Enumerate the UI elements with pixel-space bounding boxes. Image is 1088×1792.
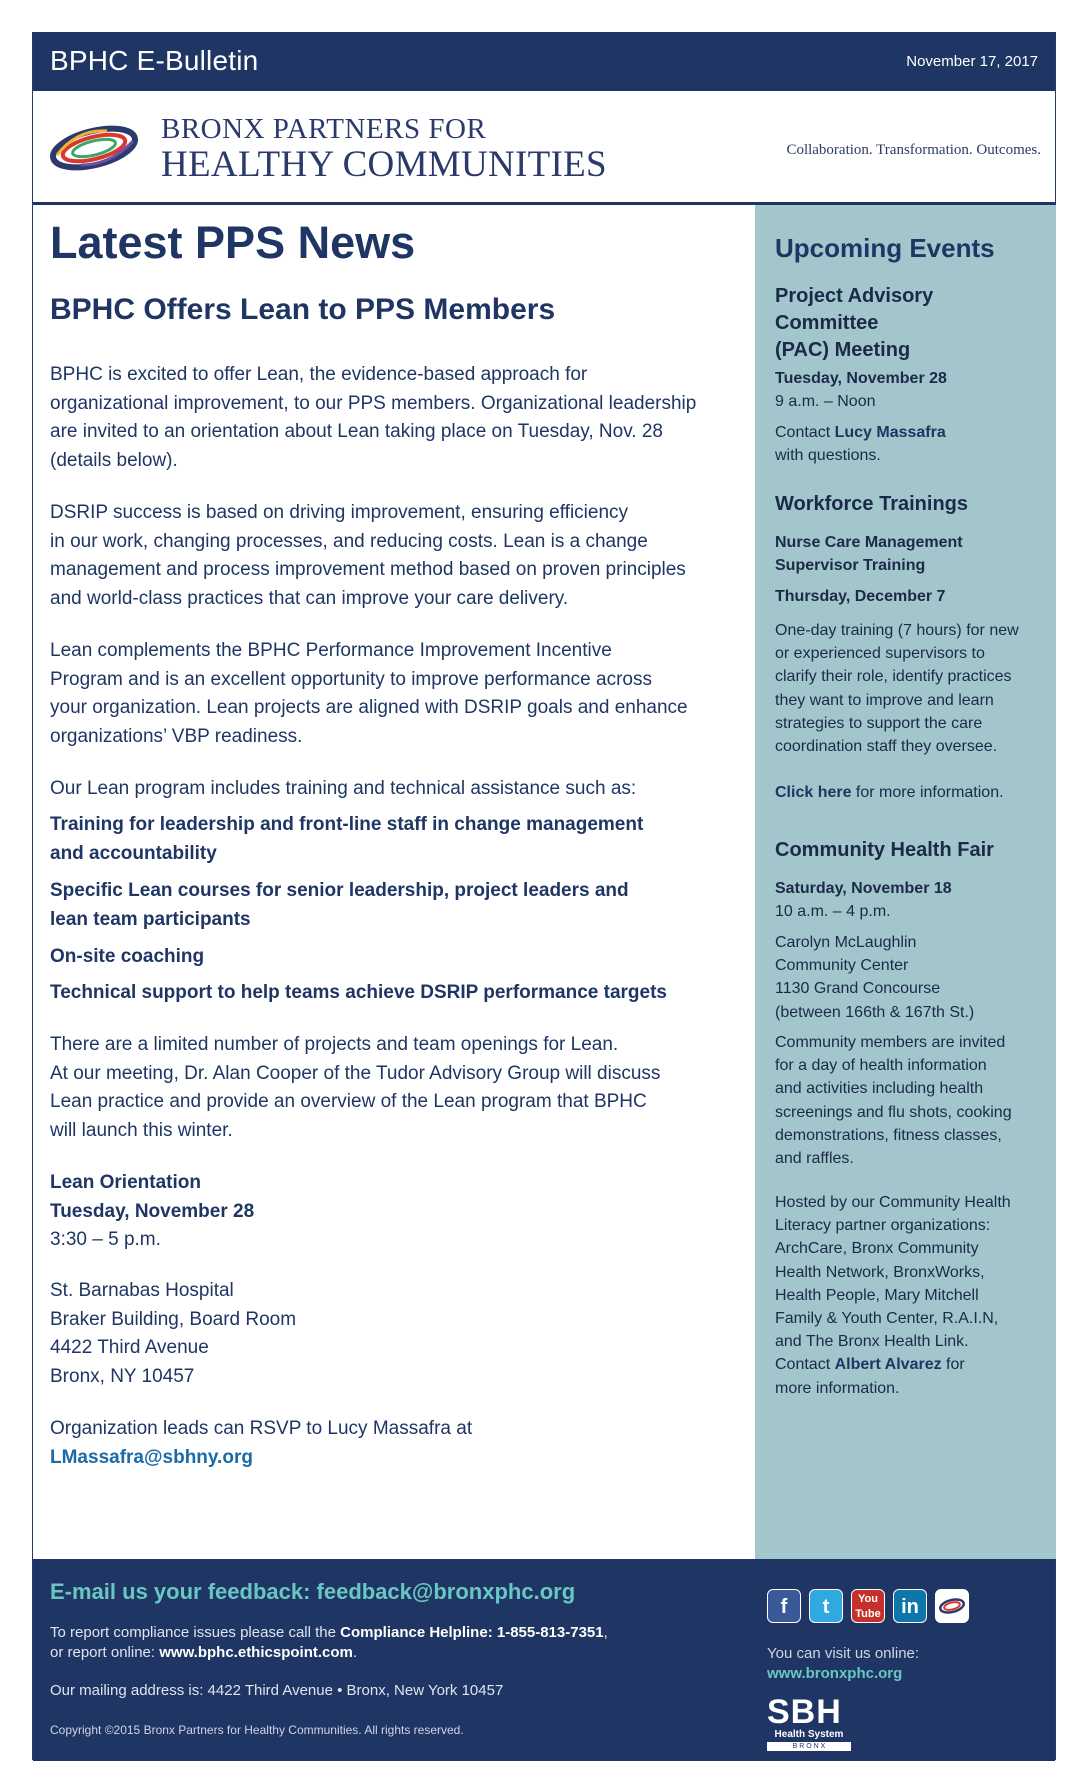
- text-line: Health Network, BronxWorks,: [775, 1263, 985, 1281]
- text-line: Supervisor Training: [775, 557, 926, 575]
- brand-name-line2: HEALTHY COMMUNITIES: [161, 144, 607, 185]
- text: To report compliance issues please call the: [50, 1624, 341, 1641]
- text-line: Lean complements the BPHC Performance Improvement Incentive: [50, 640, 612, 661]
- bphc-logo-small-icon: [936, 1590, 968, 1622]
- pac-title: [775, 283, 1045, 364]
- lucy-massafra-link[interactable]: Lucy Massafra: [834, 424, 946, 441]
- rsvp-text: Organization leads can RSVP to Lucy Massafra at: [50, 1418, 473, 1439]
- text-line: organizations’ VBP readiness.: [50, 725, 303, 747]
- text-line: screenings and flu shots, cooking: [775, 1103, 1012, 1121]
- header-bar: [33, 33, 1055, 91]
- brand-banner: [33, 91, 1055, 205]
- text-line: (details below).: [50, 449, 178, 471]
- text-line: Community members are invited: [775, 1034, 1006, 1051]
- text-line: and activities including health: [775, 1080, 984, 1098]
- brand-tagline: Collaboration. Transformation. Outcomes.: [786, 142, 1041, 158]
- text-line: and accountability: [50, 842, 217, 864]
- text-line: 1130 Grand Concourse: [775, 980, 941, 998]
- sbh-logo-location: B R O N X: [767, 1742, 851, 1751]
- text-line: Health People, Mary Mitchell: [775, 1286, 979, 1304]
- text-line: clarify their role, identify practices: [775, 668, 1012, 686]
- text-line: and The Bronx Health Link.: [775, 1333, 969, 1351]
- list-item: [50, 877, 750, 934]
- health-fair-description: [775, 1031, 1045, 1170]
- orientation-time: 3:30 – 5 p.m.: [50, 1229, 161, 1250]
- orientation-location: [50, 1277, 750, 1391]
- linkedin-icon[interactable]: in: [893, 1589, 927, 1623]
- mailing-address: Our mailing address is: 4422 Third Avenue • Bronx, New York 10457: [50, 1682, 504, 1699]
- text-line: Braker Building, Board Room: [50, 1308, 297, 1330]
- text-line: Training for leadership and front-line staff in change management: [50, 814, 644, 835]
- sbh-health-system-logo: [767, 1695, 863, 1749]
- text-line: Nurse Care Management: [775, 534, 963, 551]
- text-line: are invited to an orientation about Lean taking place on Tuesday, Nov. 28: [50, 421, 663, 442]
- ethicspoint-link[interactable]: www.bphc.ethicspoint.com: [159, 1644, 353, 1661]
- twitter-icon[interactable]: t: [809, 1589, 843, 1623]
- text: Contact: [775, 424, 835, 441]
- text-line: Project Advisory: [775, 285, 934, 307]
- page-title: Latest PPS News: [50, 217, 416, 268]
- text-line: organizational improvement, to our PPS members. Organizational leadership: [50, 392, 697, 414]
- text-line: coordination staff they oversee.: [775, 738, 998, 756]
- text-line: BPHC is excited to offer Lean, the evidence-based approach for: [50, 364, 588, 385]
- website-link[interactable]: www.bronxphc.org: [767, 1665, 903, 1682]
- bphc-icon[interactable]: [935, 1589, 969, 1623]
- text-line: they want to improve and learn: [775, 691, 994, 709]
- text-line: (PAC) Meeting: [775, 339, 911, 361]
- text-line: Family & Youth Center, R.A.I.N,: [775, 1310, 999, 1328]
- text: ,: [603, 1624, 608, 1641]
- text: for: [941, 1356, 965, 1374]
- text: .: [352, 1644, 358, 1661]
- text-line: St. Barnabas Hospital: [50, 1280, 234, 1301]
- article-paragraph-4: Our Lean program includes training and technical assistance such as:: [50, 778, 637, 799]
- youtube-icon[interactable]: You Tube: [851, 1589, 885, 1623]
- health-fair-hosts: [775, 1191, 1045, 1400]
- text-line: One-day training (7 hours) for new: [775, 622, 1019, 639]
- text-line: your organization. Lean projects are aligned with DSRIP goals and enhance: [50, 697, 688, 718]
- text-line: Specific Lean courses for senior leadership, project leaders and: [50, 880, 629, 901]
- rsvp-block: [50, 1415, 750, 1472]
- text-line: Community Center: [775, 957, 909, 975]
- copyright: Copyright ©2015 Bronx Partners for Healthy Communities. All rights reserved.: [50, 1723, 464, 1737]
- sidebar-title: Upcoming Events: [775, 233, 995, 263]
- list-item: [50, 943, 750, 972]
- text-line: Literacy partner organizations:: [775, 1217, 991, 1235]
- sbh-logo-text: SBH: [767, 1693, 842, 1731]
- text-line: (between 166th & 167th St.): [775, 1003, 975, 1021]
- text-line: ArchCare, Bronx Community: [775, 1240, 979, 1258]
- facebook-icon[interactable]: f: [767, 1589, 801, 1623]
- workforce-description: [775, 619, 1045, 758]
- click-here-link[interactable]: Click here: [775, 784, 852, 801]
- sbh-logo-subtitle: Health System: [774, 1729, 844, 1740]
- text: for more information.: [851, 784, 1004, 801]
- bulletin-frame: [32, 32, 1056, 1760]
- pac-date: Tuesday, November 28: [775, 370, 947, 387]
- orientation-date: Tuesday, November 28: [50, 1200, 255, 1222]
- text-line: more information.: [775, 1379, 900, 1397]
- text-line: with questions.: [775, 447, 881, 465]
- workforce-title: Workforce Trainings: [775, 493, 969, 515]
- text-line: or experienced supervisors to: [775, 645, 985, 663]
- text-line: Program and is an excellent opportunity to improve performance across: [50, 668, 652, 690]
- article-paragraph-5: [50, 1031, 750, 1145]
- text: Contact: [775, 1356, 835, 1374]
- text-line: Committee: [775, 312, 879, 334]
- orientation-title: Lean Orientation: [50, 1172, 201, 1193]
- list-item: [50, 811, 750, 868]
- pac-time: 9 a.m. – Noon: [775, 393, 876, 411]
- article-paragraph-2: [50, 499, 750, 613]
- text-line: and raffles.: [775, 1150, 854, 1168]
- text-line: and world-class practices that can improve your care delivery.: [50, 587, 569, 609]
- article-paragraph-1: [50, 361, 750, 475]
- text-line: in our work, changing processes, and reducing costs. Lean is a change: [50, 530, 648, 552]
- workforce-more-info: [775, 781, 1045, 804]
- workforce-subtitle: [775, 531, 1045, 577]
- text-line: demonstrations, fitness classes,: [775, 1126, 1002, 1144]
- text-line: strategies to support the care: [775, 714, 983, 732]
- bulletin-title: BPHC E-Bulletin: [50, 45, 259, 76]
- text-line: DSRIP success is based on driving improvement, ensuring efficiency: [50, 502, 629, 523]
- albert-alvarez-link[interactable]: Albert Alvarez: [834, 1356, 942, 1374]
- text: or report online:: [50, 1644, 160, 1661]
- feedback-email-link[interactable]: E-mail us your feedback: feedback@bronxphc.org: [50, 1579, 576, 1604]
- article-paragraph-3: [50, 637, 750, 751]
- pac-schedule: [775, 367, 1045, 413]
- text-line: lean team participants: [50, 908, 251, 930]
- text-line: management and process improvement method based on proven principles: [50, 559, 686, 580]
- orientation-details: [50, 1169, 750, 1255]
- events-sidebar: [755, 205, 1056, 1559]
- text-line: Bronx, NY 10457: [50, 1365, 195, 1387]
- article-title: BPHC Offers Lean to PPS Members: [50, 293, 556, 326]
- list-item: [50, 979, 750, 1008]
- footer: [33, 1559, 1055, 1761]
- compliance-notice: [50, 1623, 608, 1663]
- text-line: There are a limited number of projects and team openings for Lean.: [50, 1034, 619, 1055]
- health-fair-schedule: [775, 877, 1045, 923]
- health-fair-location: [775, 931, 1045, 1024]
- text-line: Technical support to help teams achieve DSRIP performance targets: [50, 982, 667, 1003]
- compliance-helpline: Compliance Helpline: 1-855-813-7351: [340, 1624, 604, 1641]
- rsvp-email-link[interactable]: LMassafra@sbhny.org: [50, 1446, 253, 1468]
- text-line: Hosted by our Community Health: [775, 1194, 1011, 1211]
- text-line: Lean practice and provide an overview of the Lean program that BPHC: [50, 1091, 647, 1112]
- text-line: 4422 Third Avenue: [50, 1337, 209, 1358]
- visit-online-text: You can visit us online:: [767, 1645, 920, 1662]
- bphc-logo-icon: [47, 121, 141, 175]
- workforce-date: Thursday, December 7: [775, 588, 946, 605]
- health-fair-title: Community Health Fair: [775, 839, 994, 861]
- pac-contact: [775, 421, 1045, 467]
- health-fair-time: 10 a.m. – 4 p.m.: [775, 903, 891, 921]
- text-line: Carolyn McLaughlin: [775, 934, 917, 951]
- health-fair-date: Saturday, November 18: [775, 880, 952, 897]
- brand-name-line1: BRONX PARTNERS FOR: [161, 113, 487, 145]
- text-line: for a day of health information: [775, 1057, 987, 1075]
- text-line: On-site coaching: [50, 946, 205, 967]
- text-line: At our meeting, Dr. Alan Cooper of the Tudor Advisory Group will discuss: [50, 1062, 661, 1084]
- bulletin-date: November 17, 2017: [906, 53, 1038, 70]
- text-line: will launch this winter.: [50, 1119, 233, 1141]
